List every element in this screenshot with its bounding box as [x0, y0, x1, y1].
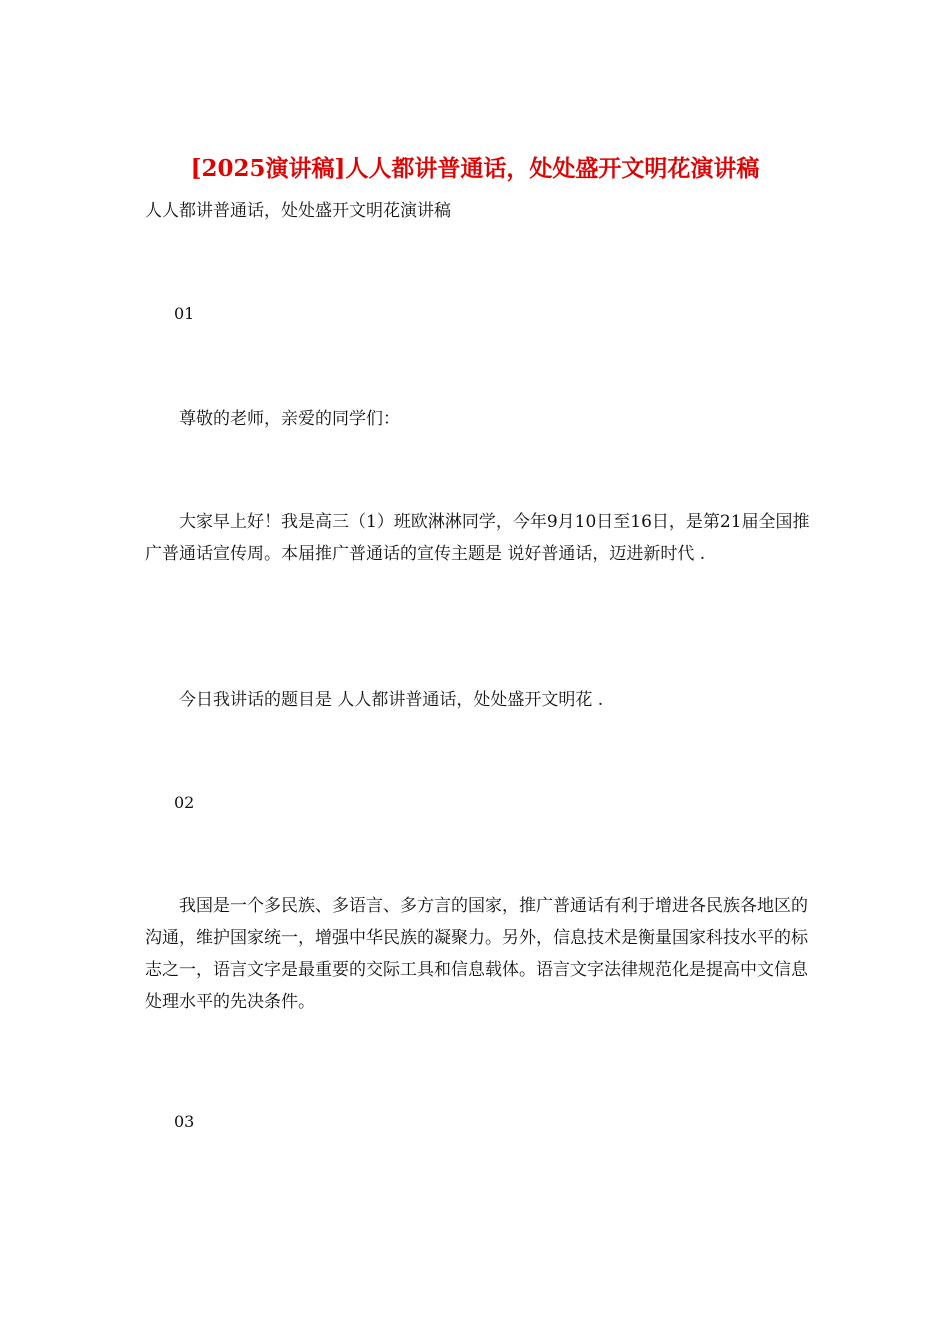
document-subtitle: 人人都讲普通话，处处盛开文明花演讲稿: [145, 201, 451, 221]
paragraph-intro: 大家早上好！我是高三（1）班欧淋淋同学，今年9月10日至16日，是第21届全国推广普通话宣传周。本届推广普通话的宣传主题是 说好普通话，迈进新时代 .: [145, 512, 810, 564]
section-number-03: 03: [174, 1112, 195, 1131]
document-title: [2025演讲稿]人人都讲普通话，处处盛开文明花演讲稿: [190, 155, 760, 182]
paragraph-body: 我国是一个多民族、多语言、多方言的国家，推广普通话有利于增进各民族各地区的沟通，维护国家统一，增强中华民族的凝聚力。另外，信息技术是衡量国家科技水平的标志之一，语言文字是最重要的交际工具和信息载体。语言文字法律规范化是提高中文信息处理水平的先决条件。: [145, 896, 808, 1012]
section-number-01: 01: [174, 304, 195, 323]
section-number-02: 02: [174, 793, 195, 812]
paragraph-topic: 今日我讲话的题目是 人人都讲普通话，处处盛开文明花 .: [179, 690, 604, 710]
paragraph-greeting: 尊敬的老师，亲爱的同学们：: [179, 409, 400, 429]
